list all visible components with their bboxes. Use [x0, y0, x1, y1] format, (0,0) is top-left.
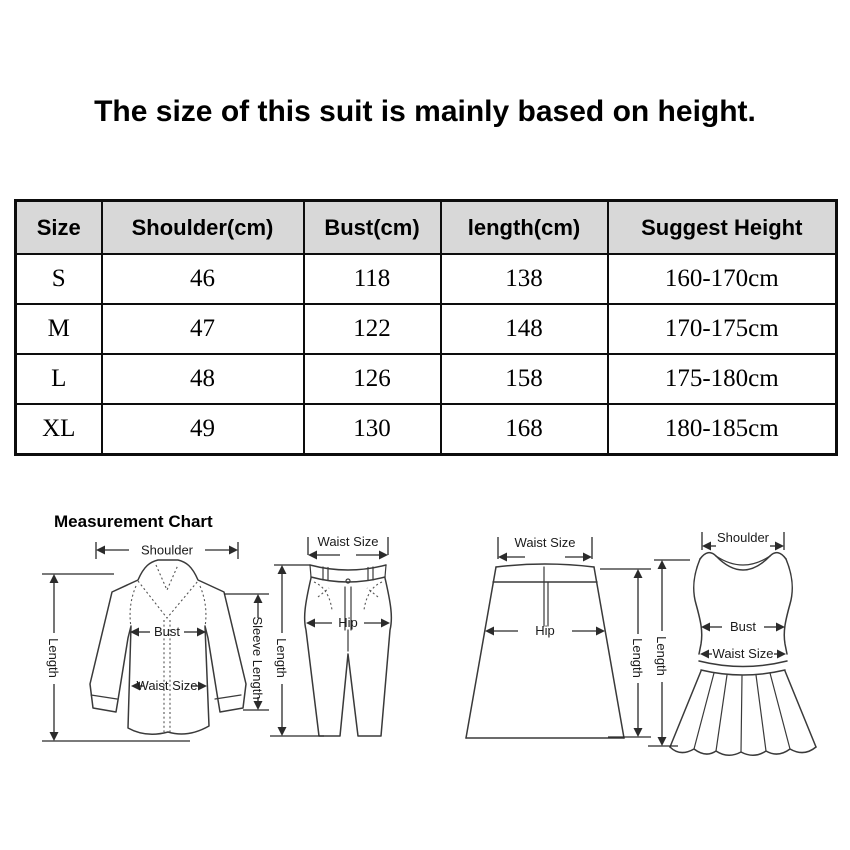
shirt-sleeve-length-label: Sleeve Length — [250, 616, 265, 700]
pants-waist-size-label: Waist Size — [317, 534, 379, 549]
dress-length-label: Length — [654, 636, 669, 676]
dress-bust-measure — [701, 619, 785, 634]
pants-pockets-dotted — [314, 582, 382, 610]
skirt-waist-size-label: Waist Size — [514, 535, 576, 550]
header-length: length(cm) — [441, 201, 608, 255]
cell-shoulder: 48 — [102, 354, 304, 404]
cell-suggest-height: 160-170cm — [608, 254, 837, 304]
shirt-diagram — [38, 534, 274, 752]
skirt-length-label: Length — [630, 638, 645, 678]
shirt-bust-measure — [130, 624, 206, 639]
cell-bust: 118 — [304, 254, 441, 304]
shirt-length-label: Length — [46, 638, 61, 678]
dress-bust-label: Bust — [729, 619, 757, 634]
dress-shoulder-label: Shoulder — [716, 530, 770, 545]
dress-waist-size-label: Waist Size — [712, 646, 774, 661]
measurement-chart-title: Measurement Chart — [54, 512, 213, 531]
size-table — [14, 199, 838, 456]
cell-size: M — [16, 304, 102, 354]
pants-waistband — [310, 565, 386, 583]
header-bust: Bust(cm) — [304, 201, 441, 255]
dress-bodice-outline — [694, 553, 793, 654]
shirt-left-cuff-line — [91, 695, 117, 699]
cell-bust: 130 — [304, 404, 441, 455]
dress-skirt-outline — [670, 661, 816, 755]
page-title: The size of this suit is mainly based on height. — [94, 95, 756, 128]
skirt-outline — [466, 564, 624, 738]
cell-shoulder: 49 — [102, 404, 304, 455]
dress-waist-measure — [700, 646, 786, 661]
skirt-diagram — [450, 534, 655, 752]
cell-shoulder: 46 — [102, 254, 304, 304]
skirt-waist-measure — [498, 535, 592, 562]
shirt-waist-measure — [131, 678, 207, 693]
shirt-bust-label: Bust — [153, 624, 181, 639]
cell-length: 168 — [441, 404, 608, 455]
header-size: Size — [16, 201, 102, 255]
pants-length-label: Length — [274, 638, 289, 678]
cell-suggest-height: 175-180cm — [608, 354, 837, 404]
cell-suggest-height: 170-175cm — [608, 304, 837, 354]
pants-waist-measure — [308, 534, 388, 560]
shirt-shoulder-measure — [96, 542, 238, 559]
table-row-xl — [16, 404, 837, 455]
cell-shoulder: 47 — [102, 304, 304, 354]
shirt-right-cuff-line — [215, 695, 241, 699]
dress-diagram — [646, 530, 826, 765]
header-shoulder: Shoulder(cm) — [102, 201, 304, 255]
header-row — [16, 201, 837, 255]
cell-length: 138 — [441, 254, 608, 304]
cell-bust: 126 — [304, 354, 441, 404]
shirt-length-measure — [42, 574, 190, 741]
pants-diagram — [266, 534, 416, 752]
cell-length: 158 — [441, 354, 608, 404]
pants-hip-label: Hip — [338, 615, 358, 630]
table-row-l — [16, 354, 837, 404]
cell-size: L — [16, 354, 102, 404]
cell-size: S — [16, 254, 102, 304]
dress-shoulder-measure — [702, 530, 784, 551]
cell-size: XL — [16, 404, 102, 455]
shirt-outline — [90, 560, 246, 734]
dress-length-measure — [648, 560, 690, 746]
shirt-waist-size-label: Waist Size — [136, 678, 198, 693]
cell-bust: 122 — [304, 304, 441, 354]
cell-suggest-height: 180-185cm — [608, 404, 837, 455]
pants-button — [346, 579, 350, 583]
header-suggest-height: Suggest Height — [608, 201, 837, 255]
shirt-sleeve-length-measure — [224, 594, 269, 710]
shirt-shoulder-label: Shoulder — [140, 542, 194, 558]
table-row-m — [16, 304, 837, 354]
pants-outline — [305, 578, 392, 736]
skirt-length-measure — [600, 569, 651, 737]
cell-length: 148 — [441, 304, 608, 354]
table-row-s — [16, 254, 837, 304]
pants-hip-measure — [306, 615, 390, 630]
skirt-hip-measure — [485, 623, 605, 638]
shirt-seam-dotted-lines — [130, 565, 206, 732]
skirt-hip-label: Hip — [535, 623, 555, 638]
